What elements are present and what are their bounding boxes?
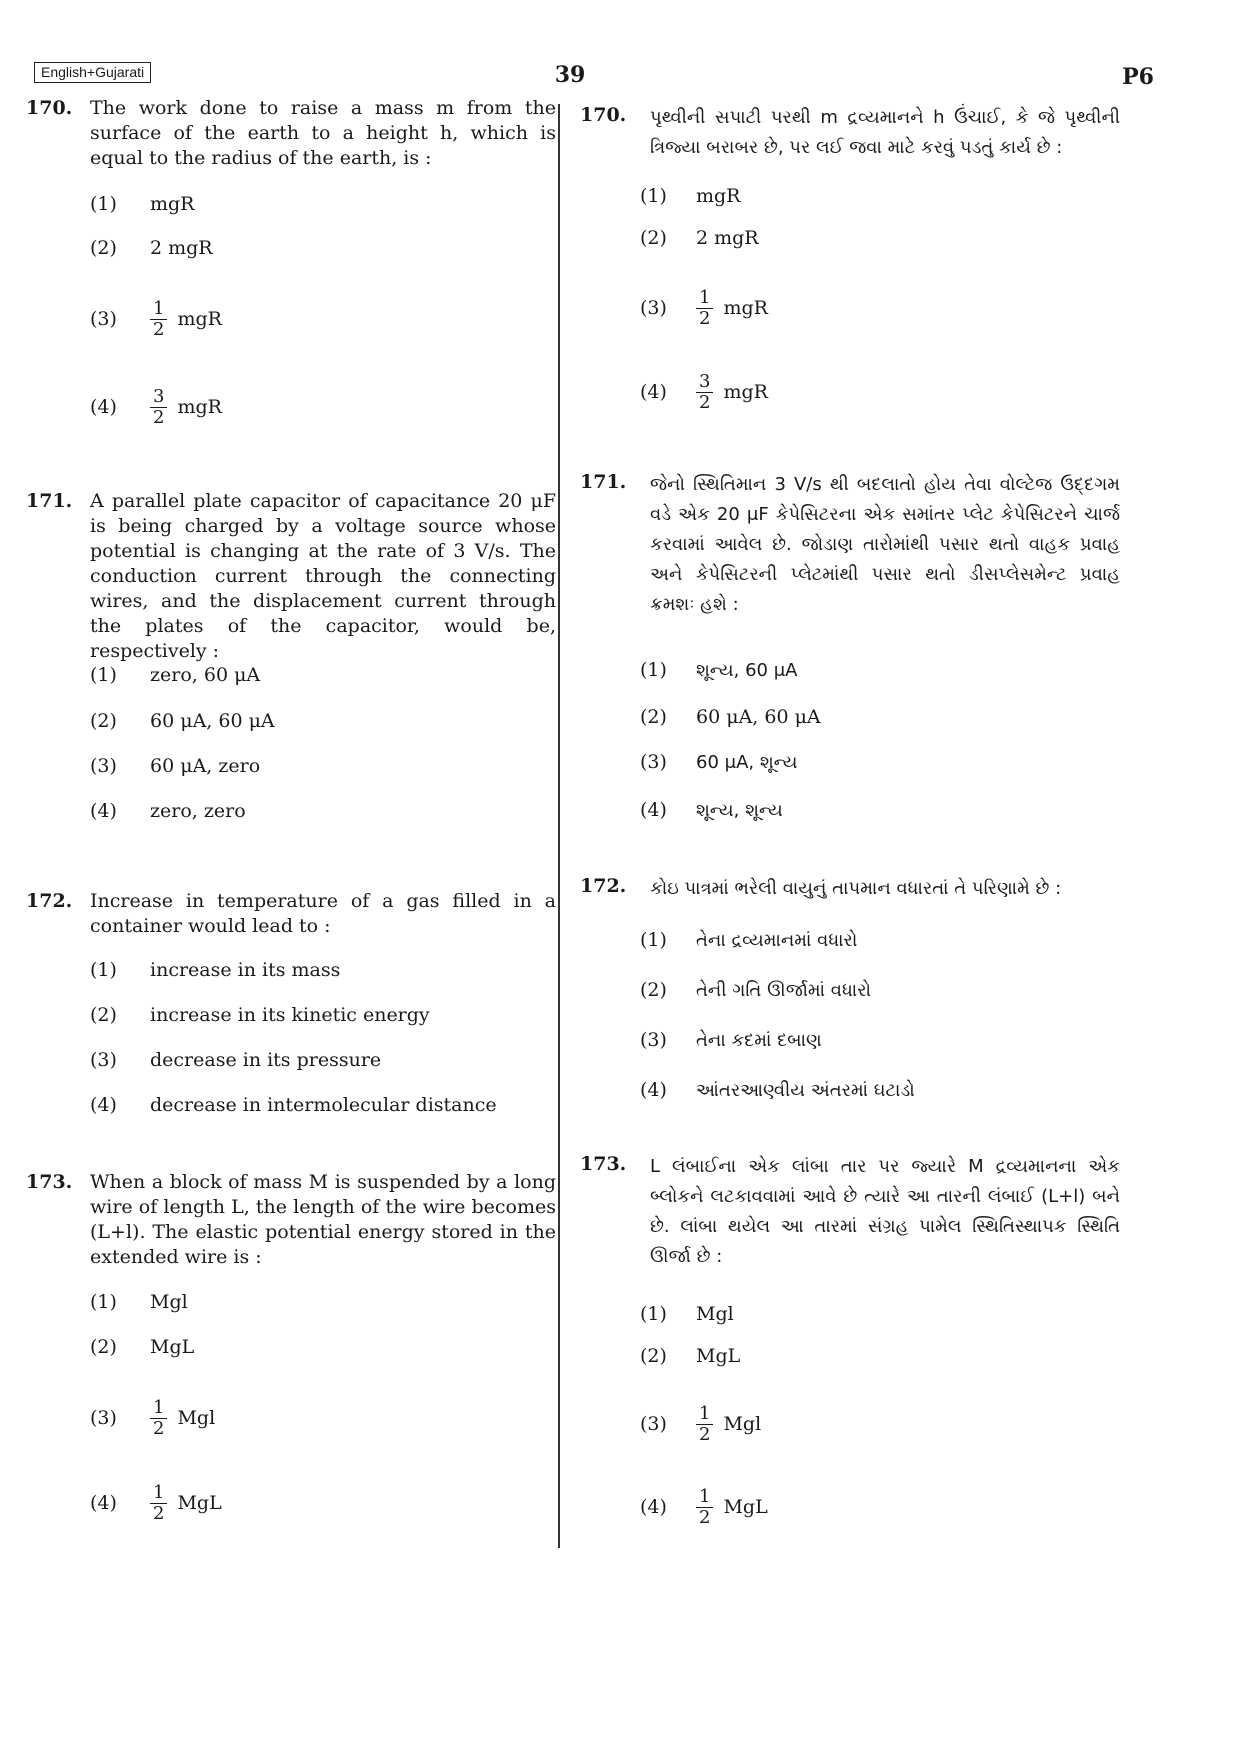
option-text: mgR: [723, 297, 768, 319]
option-text: zero, zero: [150, 800, 246, 822]
question-170-gu: [580, 103, 1120, 163]
option-text: તેની ગતિ ઊર્જામાં વધારો: [696, 979, 872, 1001]
option-label: (1): [640, 929, 667, 951]
option-text: mgR: [723, 381, 768, 403]
column-divider: [558, 104, 560, 1548]
option-1[interactable]: [90, 655, 260, 695]
option-label: (3): [640, 297, 667, 319]
option-3[interactable]: [640, 1404, 761, 1444]
option-label: (4): [90, 1492, 117, 1514]
option-label: (4): [90, 800, 117, 822]
option-label: (2): [90, 237, 117, 259]
option-4[interactable]: [640, 372, 768, 412]
question-number: 173.: [26, 1171, 73, 1193]
option-text: 60 μA, 60 μA: [150, 710, 275, 732]
option-label: (1): [640, 659, 667, 681]
option-label: (2): [90, 1004, 117, 1026]
question-number: 171.: [26, 490, 73, 512]
option-1[interactable]: [640, 176, 741, 216]
option-text: તેના કદમાં દબાણ: [696, 1029, 822, 1051]
option-label: (4): [640, 381, 667, 403]
question-173-en: [26, 1170, 556, 1270]
option-3[interactable]: [90, 1398, 215, 1438]
question-number: 173.: [580, 1153, 627, 1175]
option-text: આંતરઆણ્વીય અંતરમાં ઘટાડો: [696, 1079, 915, 1101]
option-text: mgR: [177, 308, 222, 330]
option-text: MgL: [177, 1492, 222, 1514]
option-label: (3): [90, 1049, 117, 1071]
question-172-en: [26, 889, 556, 939]
question-172-gu: [580, 874, 1120, 904]
option-3[interactable]: [640, 742, 797, 782]
option-label: (3): [640, 1029, 667, 1051]
option-4[interactable]: [90, 791, 246, 831]
option-label: (2): [640, 706, 667, 728]
option-text: Mgl: [177, 1407, 216, 1429]
option-label: (1): [90, 959, 117, 981]
question-number: 170.: [26, 97, 73, 119]
option-text: increase in its kinetic energy: [150, 1004, 430, 1026]
option-1[interactable]: [90, 184, 195, 224]
question-text: A parallel plate capacitor of capacitance 20 μF is being charged by a voltage source whose potential is changing at the rate of 3 V/s. The conduction current through the connecting wires, and the displacement current through the plates of the capacitor, would be, respectively :: [90, 490, 556, 662]
option-text: તેના દ્રવ્યમાનમાં વધારો: [696, 929, 858, 951]
option-label: (2): [640, 1345, 667, 1367]
option-label: (4): [640, 1496, 667, 1518]
fraction: $\frac{1}{2}$: [696, 1404, 713, 1445]
option-label: (1): [640, 1303, 667, 1325]
option-label: (1): [640, 185, 667, 207]
question-number: 172.: [580, 875, 627, 897]
option-2[interactable]: [90, 1327, 194, 1367]
fraction: $\frac{1}{2}$: [696, 1487, 713, 1528]
option-text: શૂન્ય, 60 μA: [696, 659, 798, 681]
option-text: increase in its mass: [150, 959, 341, 981]
option-label: (2): [90, 1336, 117, 1358]
option-label: (3): [90, 308, 117, 330]
question-text: When a block of mass M is suspended by a long wire of length L, the length of the wire becomes (L+l). The elastic potential energy stored in the extended wire is :: [90, 1171, 556, 1268]
question-number: 171.: [580, 471, 627, 493]
option-text: decrease in intermolecular distance: [150, 1094, 497, 1116]
option-2[interactable]: [90, 701, 275, 741]
option-text: 2 mgR: [150, 237, 213, 259]
question-text: The work done to raise a mass m from the surface of the earth to a height h, which is equal to the radius of the earth, is :: [90, 97, 556, 169]
option-label: (3): [640, 751, 667, 773]
question-number: 172.: [26, 890, 73, 912]
option-2[interactable]: [640, 970, 871, 1010]
question-text: પૃથ્વીની સપાટી પરથી m દ્રવ્યમાનને h ઉંચાઈ, કે જે પૃથ્વીની ત્રિજ્યા બરાબર છે, પર લઈ જવા માટે કરવું પડતું કાર્ય છે :: [650, 107, 1120, 158]
fraction: $\frac{1}{2}$: [696, 288, 713, 329]
option-label: (4): [640, 799, 667, 821]
option-3[interactable]: [640, 1020, 822, 1060]
option-label: (4): [640, 1079, 667, 1101]
option-label: (2): [640, 227, 667, 249]
fraction: $\frac{1}{2}$: [150, 299, 167, 340]
option-text: 60 μA, zero: [150, 755, 261, 777]
fraction: $\frac{1}{2}$: [150, 1483, 167, 1524]
option-text: MgL: [723, 1496, 768, 1518]
option-3[interactable]: [90, 299, 222, 339]
option-label: (3): [90, 755, 117, 777]
option-4[interactable]: [640, 1487, 768, 1527]
option-label: (1): [90, 193, 117, 215]
option-text: 60 μA, શૂન્ય: [696, 751, 798, 773]
option-label: (3): [90, 1407, 117, 1429]
option-4[interactable]: [90, 1085, 497, 1125]
question-text: કોઇ પાત્રમાં ભરેલી વાયુનું તાપમાન વધારતાં તે પરિણામે છે :: [650, 878, 1062, 899]
option-3[interactable]: [90, 746, 260, 786]
option-4[interactable]: [90, 387, 222, 427]
option-2[interactable]: [90, 995, 430, 1035]
option-label: (4): [90, 396, 117, 418]
option-label: (2): [640, 979, 667, 1001]
option-text: Mgl: [150, 1291, 188, 1313]
option-text: Mgl: [696, 1303, 734, 1325]
option-text: mgR: [696, 185, 741, 207]
option-1[interactable]: [90, 950, 340, 990]
option-text: MgL: [150, 1336, 195, 1358]
question-171-gu: [580, 470, 1120, 620]
set-code: P6: [1122, 64, 1154, 90]
question-171-en: [26, 489, 556, 664]
option-text: 60 μA, 60 μA: [696, 706, 821, 728]
option-1[interactable]: [640, 650, 797, 690]
fraction: $\frac{1}{2}$: [150, 1398, 167, 1439]
option-text: mgR: [177, 396, 222, 418]
option-label: (2): [90, 710, 117, 732]
option-2[interactable]: [90, 228, 213, 268]
option-3[interactable]: [640, 288, 768, 328]
option-2[interactable]: [640, 218, 759, 258]
option-text: MgL: [696, 1345, 741, 1367]
option-4[interactable]: [640, 1070, 915, 1110]
option-1[interactable]: [640, 920, 857, 960]
option-4[interactable]: [90, 1483, 222, 1523]
option-label: (3): [640, 1413, 667, 1435]
option-3[interactable]: [90, 1040, 381, 1080]
option-1[interactable]: [640, 1294, 734, 1334]
option-label: (4): [90, 1094, 117, 1116]
question-number: 170.: [580, 104, 627, 126]
option-2[interactable]: [640, 697, 821, 737]
option-text: 2 mgR: [696, 227, 759, 249]
fraction: $\frac{3}{2}$: [696, 372, 713, 413]
option-4[interactable]: [640, 790, 783, 830]
option-1[interactable]: [90, 1282, 188, 1322]
question-text: Increase in temperature of a gas filled in a container would lead to :: [90, 890, 556, 937]
question-173-gu: [580, 1152, 1120, 1272]
option-text: zero, 60 μA: [150, 664, 261, 686]
question-text: L લંબાઈના એક લાંબા તાર પર જ્યારે M દ્રવ્યમાનના એક બ્લોકને લટકાવવામાં આવે છે ત્યારે આ તારની લંબાઈ (L+l) બને છે. લાંબા થયેલ આ તારમાં સંગ્રહ પામેલ સ્થિતિસ્થાપક સ્થિતિ ઊર્જા છે :: [650, 1156, 1120, 1267]
option-2[interactable]: [640, 1336, 740, 1376]
question-170-en: [26, 96, 556, 171]
fraction: $\frac{3}{2}$: [150, 387, 167, 428]
option-text: Mgl: [723, 1413, 762, 1435]
option-text: decrease in its pressure: [150, 1049, 382, 1071]
question-text: જેનો સ્થિતિમાન 3 V/s થી બદલાતો હોય તેવા વોલ્ટેજ ઉદ્દગમ વડે એક 20 μF કેપેસિટરના એક સમાંતર પ્લેટ કેપેસિટરને ચાર્જ કરવામાં આવેલ છે. જોડાણ તારોમાંથી પસાર થતો વાહક પ્રવાહ અને કેપેસિટરની પ્લેટમાંથી પસાર થતો ડીસપ્લેસમેન્ટ પ્રવાહ ક્રમશઃ હશે :: [650, 474, 1120, 615]
option-label: (1): [90, 1291, 117, 1313]
page-number: 39: [554, 62, 586, 88]
option-text: mgR: [150, 193, 195, 215]
language-label: English+Gujarati: [34, 62, 151, 83]
option-label: (1): [90, 664, 117, 686]
option-text: શૂન્ય, શૂન્ય: [696, 799, 783, 821]
